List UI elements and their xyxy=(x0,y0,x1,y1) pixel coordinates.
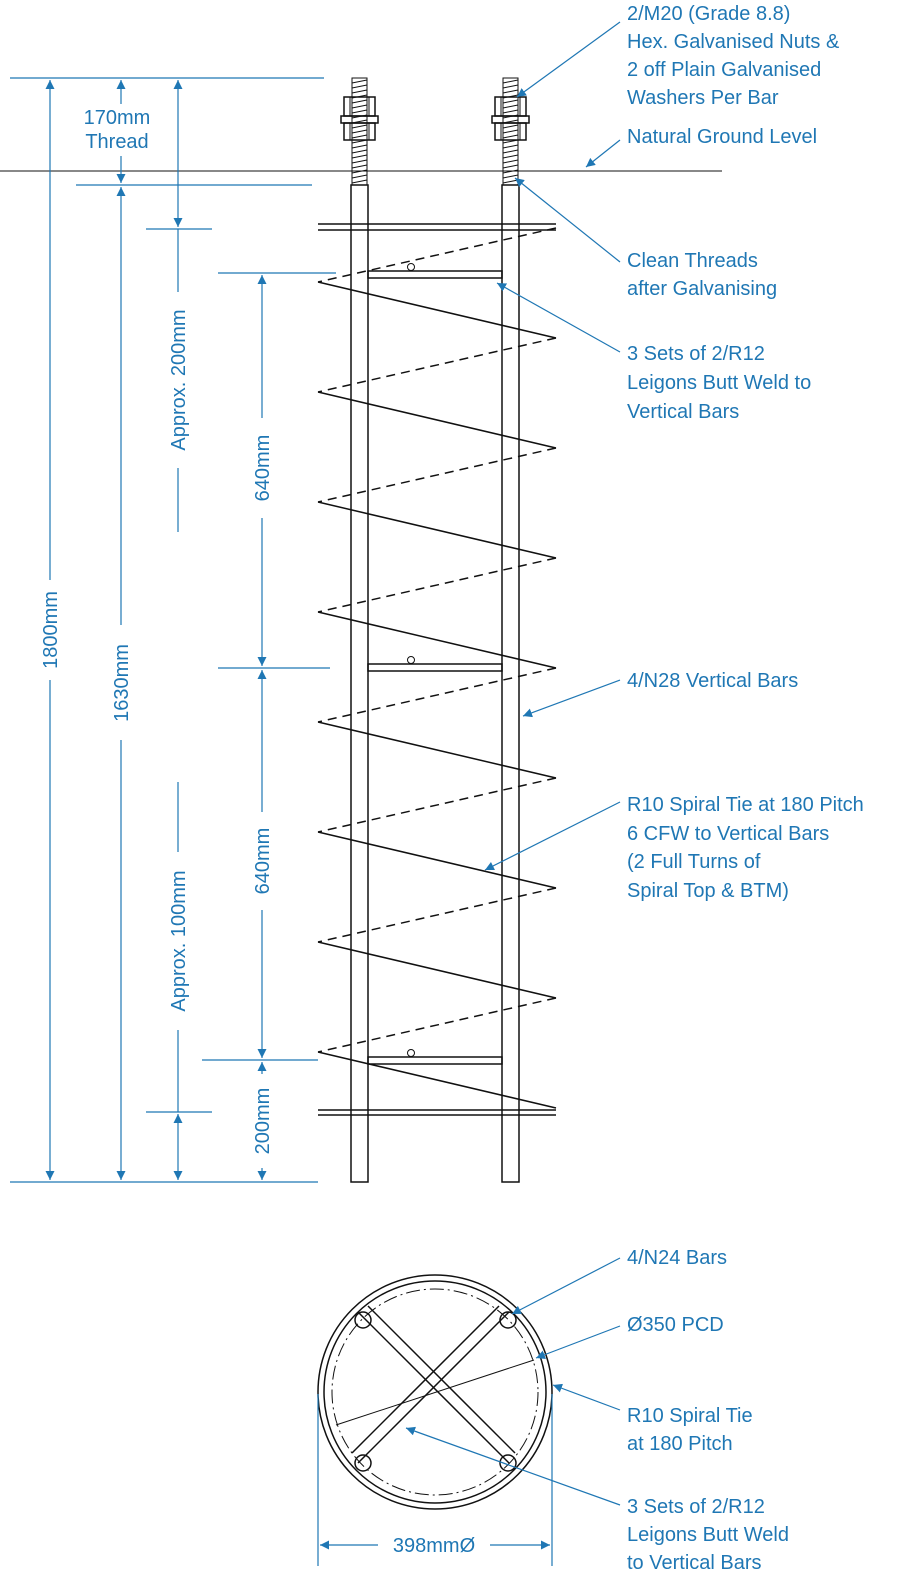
thread-hatch-line xyxy=(352,100,367,103)
thread-hatch-line xyxy=(503,85,518,88)
leigons-cross xyxy=(352,1306,515,1463)
thread-hatch-line xyxy=(352,125,367,128)
thread-hatch-line xyxy=(503,150,518,153)
thread-hatch-line xyxy=(352,110,367,113)
leigon-bottom xyxy=(368,1050,502,1065)
spiral-front-segment xyxy=(318,392,556,448)
thread-hatch-line xyxy=(352,90,367,93)
label-spiral-line4: Spiral Top & BTM) xyxy=(627,880,789,902)
label-spiral-line2: 6 CFW to Vertical Bars xyxy=(627,823,830,845)
spiral-back-segment xyxy=(318,998,556,1052)
label-plan-leigons-line3: to Vertical Bars xyxy=(627,1552,762,1574)
thread-hatch-line xyxy=(503,130,518,133)
label-plan-spiral-line2: at 180 Pitch xyxy=(627,1433,733,1455)
vertical-bar-right xyxy=(502,78,519,1182)
label-vertical-bars: 4/N28 Vertical Bars xyxy=(627,670,799,692)
nuts-right xyxy=(492,97,529,140)
dim-approx-top: Approx. 200mm xyxy=(168,309,190,451)
thread-hatch-line xyxy=(352,175,367,178)
thread-hatch-line xyxy=(503,165,518,168)
label-clean-threads-line1: Clean Threads xyxy=(627,250,758,272)
thread-hatch-line xyxy=(503,180,518,183)
thread-hatch-line xyxy=(352,145,367,148)
spiral-front-segment xyxy=(318,502,556,558)
thread-hatch-line xyxy=(352,150,367,153)
plan-bar-top-right xyxy=(500,1312,516,1328)
spiral-back-segment xyxy=(318,558,556,612)
plan-view xyxy=(318,1247,789,1574)
vertical-bar-left xyxy=(351,78,368,1182)
thread-hatch-line xyxy=(503,105,518,108)
thread-hatch-line xyxy=(352,180,367,183)
spiral-front-segment xyxy=(318,832,556,888)
spiral-front-segment xyxy=(318,282,556,338)
leader-lines-elevation xyxy=(485,22,620,870)
label-n24-bars: 4/N24 Bars xyxy=(627,1247,728,1269)
nuts-left xyxy=(341,97,378,140)
spiral-back-segment xyxy=(318,448,556,502)
label-ground: Natural Ground Level xyxy=(627,126,818,148)
spiral-back-segment xyxy=(318,668,556,722)
label-nuts-line3: 2 off Plain Galvanised xyxy=(627,59,822,81)
label-nuts-line4: Washers Per Bar xyxy=(627,87,779,109)
thread-hatch-line xyxy=(503,80,518,83)
thread-hatch-line xyxy=(503,135,518,138)
spiral-back-segment xyxy=(318,888,556,942)
dim-thread-value: 170mm xyxy=(83,107,151,129)
dim-thread-caption: Thread xyxy=(85,131,149,153)
dim-diameter: 398mmØ xyxy=(392,1535,476,1557)
label-nuts-line2: Hex. Galvanised Nuts & xyxy=(627,31,840,53)
label-leigons-line1: 3 Sets of 2/R12 xyxy=(627,343,765,365)
dim-embed-length: 1630mm xyxy=(111,644,133,722)
label-plan-spiral-line1: R10 Spiral Tie xyxy=(627,1405,753,1427)
thread-hatch-line xyxy=(503,175,518,178)
thread-hatch-line xyxy=(352,160,367,163)
dim-spacing-lower: 640mm xyxy=(252,827,274,895)
spiral-full-turns-bottom xyxy=(318,1110,556,1115)
thread-hatch-line xyxy=(503,110,518,113)
thread-hatching xyxy=(352,80,518,183)
thread-hatch-line xyxy=(352,85,367,88)
spiral-full-turns-top xyxy=(318,224,556,230)
leader-lines-plan xyxy=(406,1258,620,1505)
dim-approx-bottom: Approx. 100mm xyxy=(168,870,190,1012)
leigon-middle xyxy=(368,657,502,672)
label-spiral-line1: R10 Spiral Tie at 180 Pitch xyxy=(627,794,864,816)
dim-spacing-upper: 640mm xyxy=(252,434,274,502)
thread-hatch-line xyxy=(352,105,367,108)
thread-hatch-line xyxy=(352,80,367,83)
dim-bottom: 200mm xyxy=(252,1087,274,1155)
thread-hatch-line xyxy=(503,160,518,163)
thread-hatch-line xyxy=(352,165,367,168)
spiral-tie xyxy=(318,228,556,1108)
spiral-front-segment xyxy=(318,612,556,668)
label-clean-threads-line2: after Galvanising xyxy=(627,278,778,300)
label-spiral-line3: (2 Full Turns of xyxy=(627,851,761,873)
thread-hatch-line xyxy=(503,90,518,93)
spiral-back-segment xyxy=(318,228,556,282)
spiral-front-segment xyxy=(318,722,556,778)
thread-hatch-line xyxy=(352,130,367,133)
spiral-back-segment xyxy=(318,338,556,392)
spiral-front-segment xyxy=(318,1052,556,1108)
spiral-back-segment xyxy=(318,778,556,832)
label-nuts-line1: 2/M20 (Grade 8.8) xyxy=(627,3,791,25)
thread-hatch-line xyxy=(352,135,367,138)
label-plan-leigons-line2: Leigons Butt Weld xyxy=(627,1524,789,1546)
elevation-view xyxy=(0,3,864,1182)
thread-hatch-line xyxy=(503,155,518,158)
label-leigons-line3: Vertical Bars xyxy=(627,401,740,423)
thread-hatch-line xyxy=(503,100,518,103)
plan-bar-top-left xyxy=(355,1312,371,1328)
label-plan-leigons-line1: 3 Sets of 2/R12 xyxy=(627,1496,765,1518)
label-leigons-line2: Leigons Butt Weld to xyxy=(627,372,812,394)
spiral-front-segment xyxy=(318,942,556,998)
label-pcd: Ø350 PCD xyxy=(627,1314,724,1336)
thread-hatch-line xyxy=(503,125,518,128)
thread-hatch-line xyxy=(503,145,518,148)
dim-total-length: 1800mm xyxy=(40,591,62,669)
thread-hatch-line xyxy=(352,155,367,158)
